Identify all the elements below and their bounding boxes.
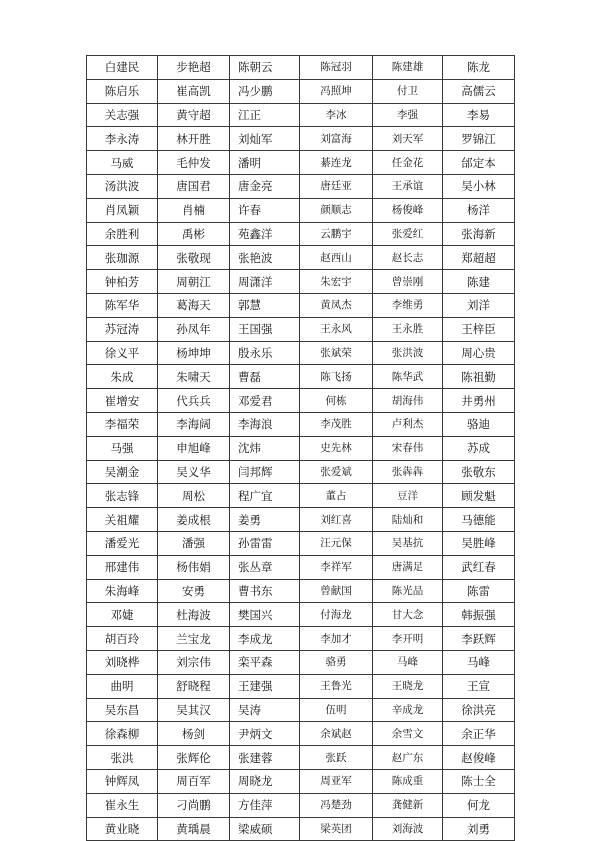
table-row: [87, 341, 515, 365]
name-cell: 陆灿和: [373, 508, 443, 532]
name-cell: 陈军华: [87, 293, 158, 317]
name-cell: 綦连龙: [300, 151, 373, 175]
table-row: [87, 174, 515, 198]
name-cell: 李成龙: [230, 627, 300, 651]
name-cell: 马强: [87, 436, 158, 460]
name-cell: 张洪波: [373, 341, 443, 365]
name-cell: 杨剑: [158, 722, 230, 746]
name-cell: 颜顺志: [300, 198, 373, 222]
name-cell: 陈华武: [373, 365, 443, 389]
name-cell: 崔增安: [87, 389, 158, 413]
name-cell: 樊国兴: [230, 603, 300, 627]
name-cell: 曲明: [87, 674, 158, 698]
name-cell: 江正: [230, 103, 300, 127]
table-row: [87, 722, 515, 746]
name-cell: 王宣: [443, 674, 515, 698]
table-row: [87, 769, 515, 793]
name-cell: 吴东昌: [87, 698, 158, 722]
name-cell: 张犇犇: [373, 460, 443, 484]
name-cell: 徐洪亮: [443, 698, 515, 722]
name-cell: 郑超超: [443, 246, 515, 270]
table-row: [87, 317, 515, 341]
table-row: [87, 79, 515, 103]
name-cell: 张敬现: [158, 246, 230, 270]
name-cell: 吴基抗: [373, 531, 443, 555]
table-row: [87, 484, 515, 508]
name-cell: 付卫: [373, 79, 443, 103]
name-cell: 李开明: [373, 627, 443, 651]
name-cell: 周松: [158, 484, 230, 508]
name-cell: 何栋: [300, 389, 373, 413]
name-cell: 邢建伟: [87, 555, 158, 579]
name-cell: 朱啸天: [158, 365, 230, 389]
name-cell: 尹炳文: [230, 722, 300, 746]
name-cell: 兰宝龙: [158, 627, 230, 651]
name-cell: 苏冠涛: [87, 317, 158, 341]
name-cell: 肖凤颖: [87, 198, 158, 222]
name-cell: 徐森柳: [87, 722, 158, 746]
name-cell: 刘勇: [443, 817, 515, 841]
name-cell: 王永风: [300, 317, 373, 341]
table-row: [87, 460, 515, 484]
name-cell: 张洪: [87, 746, 158, 770]
name-cell: 唐廷亚: [300, 174, 373, 198]
name-cell: 李福荣: [87, 412, 158, 436]
name-cell: 舒晓程: [158, 674, 230, 698]
table-row: [87, 412, 515, 436]
name-cell: 杨伟娟: [158, 555, 230, 579]
name-cell: 井勇州: [443, 389, 515, 413]
table-row: [87, 555, 515, 579]
name-cell: 冯少鹏: [230, 79, 300, 103]
table-row: [87, 127, 515, 151]
name-cell: 汤洪波: [87, 174, 158, 198]
name-cell: 张志锋: [87, 484, 158, 508]
name-cell: 邓婕: [87, 603, 158, 627]
name-cell: 赵长志: [373, 246, 443, 270]
table-row: [87, 151, 515, 175]
table-row: [87, 698, 515, 722]
name-cell: 崔高凯: [158, 79, 230, 103]
table-row: [87, 246, 515, 270]
name-cell: 周朝江: [158, 270, 230, 294]
name-cell: 张爱斌: [300, 460, 373, 484]
name-cell: 吴胜峰: [443, 531, 515, 555]
name-cell: 梁英团: [300, 817, 373, 841]
name-cell: 余雪文: [373, 722, 443, 746]
name-roster-sheet: [86, 55, 514, 836]
name-cell: 刁尚鹏: [158, 793, 230, 817]
name-cell: 曾献国: [300, 579, 373, 603]
name-cell: 曾崇刚: [373, 270, 443, 294]
name-cell: 陈士全: [443, 769, 515, 793]
name-cell: 吴涛: [230, 698, 300, 722]
name-cell: 陈雷: [443, 579, 515, 603]
name-cell: 高儒云: [443, 79, 515, 103]
name-cell: 宋春伟: [373, 436, 443, 460]
table-row: [87, 674, 515, 698]
name-cell: 梁威硕: [230, 817, 300, 841]
name-cell: 甘大念: [373, 603, 443, 627]
name-cell: 潘爱光: [87, 531, 158, 555]
name-cell: 冯楚劲: [300, 793, 373, 817]
name-cell: 刘海波: [373, 817, 443, 841]
name-cell: 马峰: [373, 650, 443, 674]
name-cell: 许春: [230, 198, 300, 222]
name-cell: 刘灿军: [230, 127, 300, 151]
name-cell: 唐国君: [158, 174, 230, 198]
name-cell: 龚健新: [373, 793, 443, 817]
name-cell: 余斌赵: [300, 722, 373, 746]
name-cell: 王国强: [230, 317, 300, 341]
name-cell: 钟柏芳: [87, 270, 158, 294]
name-cell: 周百军: [158, 769, 230, 793]
name-cell: 关志强: [87, 103, 158, 127]
name-cell: 安勇: [158, 579, 230, 603]
name-cell: 崔永生: [87, 793, 158, 817]
name-cell: 张艳波: [230, 246, 300, 270]
name-cell: 张爱红: [373, 222, 443, 246]
name-cell: 刘宗伟: [158, 650, 230, 674]
name-cell: 周潇洋: [230, 270, 300, 294]
name-cell: 代兵兵: [158, 389, 230, 413]
name-cell: 曹书东: [230, 579, 300, 603]
name-cell: 王永胜: [373, 317, 443, 341]
name-cell: 何龙: [443, 793, 515, 817]
name-cell: 陈祖勤: [443, 365, 515, 389]
name-cell: 李易: [443, 103, 515, 127]
name-cell: 唐金亮: [230, 174, 300, 198]
name-cell: 张敬东: [443, 460, 515, 484]
name-cell: 杨洋: [443, 198, 515, 222]
name-cell: 吴小林: [443, 174, 515, 198]
table-row: [87, 603, 515, 627]
name-cell: 潘强: [158, 531, 230, 555]
table-row: [87, 198, 515, 222]
name-cell: 罗锦江: [443, 127, 515, 151]
name-cell: 王建强: [230, 674, 300, 698]
name-cell: 陈光品: [373, 579, 443, 603]
name-cell: 张建蓉: [230, 746, 300, 770]
name-cell: 林开胜: [158, 127, 230, 151]
name-cell: 杜海波: [158, 603, 230, 627]
name-cell: 李祥军: [300, 555, 373, 579]
table-row: [87, 793, 515, 817]
name-cell: 张跃: [300, 746, 373, 770]
name-cell: 朱宏宇: [300, 270, 373, 294]
name-cell: 赵广东: [373, 746, 443, 770]
name-cell: 姜成根: [158, 508, 230, 532]
name-cell: 程广宜: [230, 484, 300, 508]
name-cell: 骆勇: [300, 650, 373, 674]
name-cell: 余正华: [443, 722, 515, 746]
name-cell: 骆迪: [443, 412, 515, 436]
name-cell: 周亚军: [300, 769, 373, 793]
name-cell: 潘明: [230, 151, 300, 175]
name-cell: 步艳超: [158, 56, 230, 80]
name-cell: 徐义平: [87, 341, 158, 365]
name-cell: 陈建: [443, 270, 515, 294]
name-cell: 马德能: [443, 508, 515, 532]
name-cell: 马威: [87, 151, 158, 175]
name-cell: 孙雷雷: [230, 531, 300, 555]
name-cell: 王梓臣: [443, 317, 515, 341]
name-cell: 苏成: [443, 436, 515, 460]
name-cell: 李加才: [300, 627, 373, 651]
name-cell: 闫邦辉: [230, 460, 300, 484]
name-cell: 陈朝云: [230, 56, 300, 80]
table-row: [87, 531, 515, 555]
name-cell: 余胜利: [87, 222, 158, 246]
name-cell: 沈炜: [230, 436, 300, 460]
table-row: [87, 270, 515, 294]
table-row: [87, 389, 515, 413]
name-cell: 刘天军: [373, 127, 443, 151]
name-cell: 黄凤杰: [300, 293, 373, 317]
name-cell: 赵俊峰: [443, 746, 515, 770]
table-row: [87, 627, 515, 651]
name-cell: 吴潮金: [87, 460, 158, 484]
table-row: [87, 103, 515, 127]
name-cell: 冯照坤: [300, 79, 373, 103]
name-cell: 胡海伟: [373, 389, 443, 413]
name-cell: 陈启乐: [87, 79, 158, 103]
name-cell: 伍明: [300, 698, 373, 722]
name-cell: 武红春: [443, 555, 515, 579]
table-row: [87, 579, 515, 603]
name-cell: 唐满足: [373, 555, 443, 579]
name-cell: 付海龙: [300, 603, 373, 627]
table-row: [87, 56, 515, 80]
table-row: [87, 365, 515, 389]
name-roster-table: [86, 55, 515, 841]
name-cell: 杨俊峰: [373, 198, 443, 222]
name-cell: 陈冠羽: [300, 56, 373, 80]
name-cell: 方佳萍: [230, 793, 300, 817]
name-cell: 豆洋: [373, 484, 443, 508]
name-cell: 关祖耀: [87, 508, 158, 532]
name-cell: 钟辉凤: [87, 769, 158, 793]
name-cell: 陈成重: [373, 769, 443, 793]
name-roster-body: [87, 56, 515, 841]
name-cell: 毛仲发: [158, 151, 230, 175]
name-cell: 陈飞扬: [300, 365, 373, 389]
name-cell: 周心贵: [443, 341, 515, 365]
name-cell: 黄瑀晨: [158, 817, 230, 841]
name-cell: 云鹏宇: [300, 222, 373, 246]
name-cell: 邰定本: [443, 151, 515, 175]
name-cell: 黄业晓: [87, 817, 158, 841]
table-row: [87, 436, 515, 460]
name-cell: 白建民: [87, 56, 158, 80]
name-cell: 赵西山: [300, 246, 373, 270]
name-cell: 胡百玲: [87, 627, 158, 651]
name-cell: 刘红喜: [300, 508, 373, 532]
name-cell: 史先林: [300, 436, 373, 460]
name-cell: 王晓龙: [373, 674, 443, 698]
name-cell: 刘富海: [300, 127, 373, 151]
name-cell: 朱成: [87, 365, 158, 389]
name-cell: 辛成龙: [373, 698, 443, 722]
name-cell: 任金花: [373, 151, 443, 175]
name-cell: 李永涛: [87, 127, 158, 151]
name-cell: 卢利杰: [373, 412, 443, 436]
name-cell: 郭慧: [230, 293, 300, 317]
name-cell: 申旭峰: [158, 436, 230, 460]
name-cell: 李茂胜: [300, 412, 373, 436]
name-cell: 李强: [373, 103, 443, 127]
name-cell: 汪元保: [300, 531, 373, 555]
name-cell: 陈建雄: [373, 56, 443, 80]
name-cell: 肖楠: [158, 198, 230, 222]
name-cell: 姜勇: [230, 508, 300, 532]
name-cell: 王承谊: [373, 174, 443, 198]
table-row: [87, 222, 515, 246]
name-cell: 李冰: [300, 103, 373, 127]
name-cell: 苑鑫洋: [230, 222, 300, 246]
name-cell: 曹磊: [230, 365, 300, 389]
table-row: [87, 817, 515, 841]
name-cell: 葛海天: [158, 293, 230, 317]
name-cell: 张辉伦: [158, 746, 230, 770]
name-cell: 邓爱君: [230, 389, 300, 413]
name-cell: 李跃辉: [443, 627, 515, 651]
name-cell: 刘洋: [443, 293, 515, 317]
name-cell: 张珈源: [87, 246, 158, 270]
name-cell: 韩振强: [443, 603, 515, 627]
name-cell: 张斌荣: [300, 341, 373, 365]
name-cell: 吴义华: [158, 460, 230, 484]
table-row: [87, 508, 515, 532]
name-cell: 张海新: [443, 222, 515, 246]
name-cell: 吴其汉: [158, 698, 230, 722]
name-cell: 孙凤年: [158, 317, 230, 341]
name-cell: 黄守超: [158, 103, 230, 127]
name-cell: 禹彬: [158, 222, 230, 246]
name-cell: 朱海峰: [87, 579, 158, 603]
table-row: [87, 293, 515, 317]
name-cell: 董占: [300, 484, 373, 508]
name-cell: 李海阔: [158, 412, 230, 436]
name-cell: 杨坤坤: [158, 341, 230, 365]
name-cell: 殷永乐: [230, 341, 300, 365]
name-cell: 刘晓桦: [87, 650, 158, 674]
name-cell: 马峰: [443, 650, 515, 674]
name-cell: 李维勇: [373, 293, 443, 317]
name-cell: 陈龙: [443, 56, 515, 80]
name-cell: 李海浪: [230, 412, 300, 436]
table-row: [87, 746, 515, 770]
name-cell: 栾平森: [230, 650, 300, 674]
table-row: [87, 650, 515, 674]
name-cell: 顾发魁: [443, 484, 515, 508]
name-cell: 张丛章: [230, 555, 300, 579]
name-cell: 王鲁光: [300, 674, 373, 698]
name-cell: 周晓龙: [230, 769, 300, 793]
